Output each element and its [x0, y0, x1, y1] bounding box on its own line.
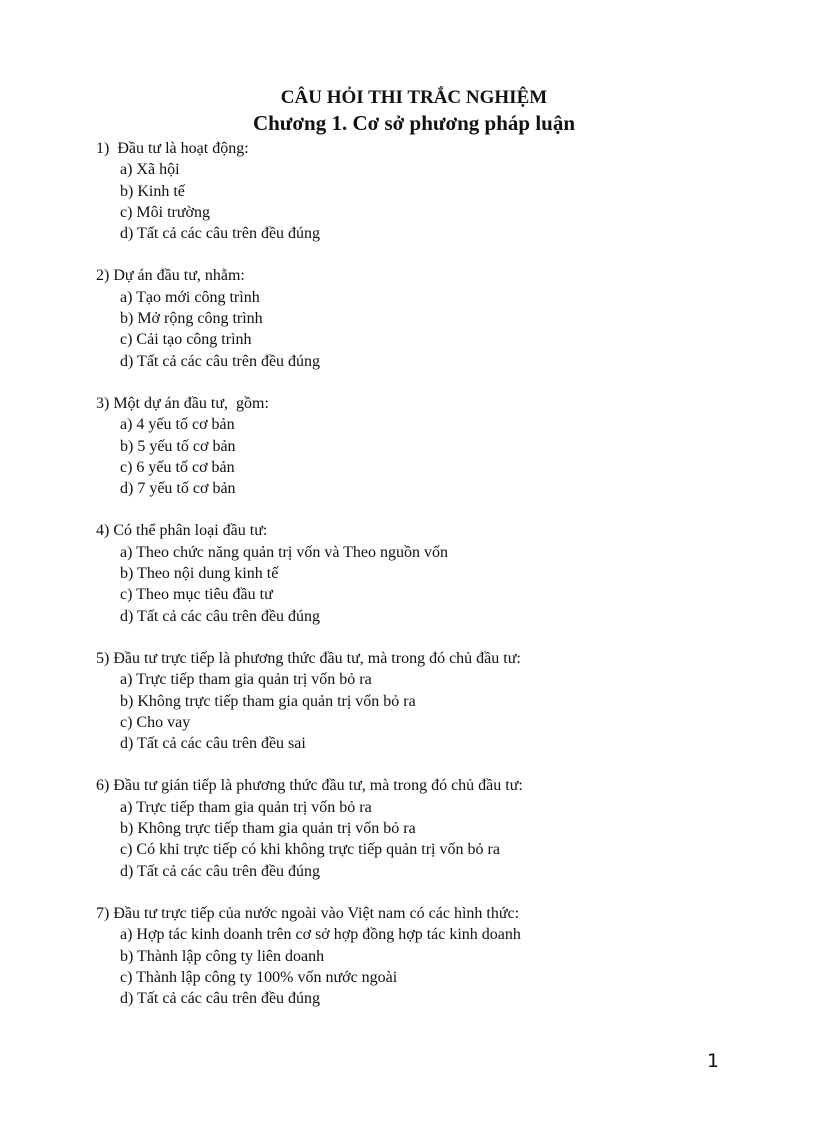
answer-options — [96, 414, 776, 499]
answer-option-a: a) Trực tiếp tham gia quản trị vốn bỏ ra — [120, 671, 372, 689]
page-number: 1 — [707, 1050, 720, 1072]
answer-option-c: c) Cải tạo công trình — [120, 331, 252, 349]
answer-options — [96, 797, 776, 882]
question-text: 3) Một dự án đầu tư, gồm: — [96, 394, 269, 412]
answer-option-a: a) Tạo mới công trình — [120, 288, 260, 306]
answer-option-c: c) Theo mục tiêu đầu tư — [120, 586, 273, 604]
answer-options — [96, 159, 776, 244]
answer-option-d: d) 7 yếu tố cơ bản — [120, 480, 236, 498]
answer-options — [96, 924, 776, 1009]
answer-options — [96, 669, 776, 754]
answer-options — [96, 542, 776, 627]
question-5 — [96, 648, 776, 754]
question-list — [96, 138, 776, 1030]
answer-option-d: d) Tất cả các câu trên đều đúng — [120, 352, 321, 370]
question-6 — [96, 775, 776, 881]
answer-option-c: c) Thành lập công ty 100% vốn nước ngoài — [120, 968, 398, 986]
answer-option-a: a) Trực tiếp tham gia quản trị vốn bỏ ra — [120, 798, 372, 816]
question-text: 5) Đầu tư trực tiếp là phương thức đầu tư, mà trong đó chủ đầu tư: — [96, 649, 521, 667]
question-text: 6) Đầu tư gián tiếp là phương thức đầu tư, mà trong đó chủ đầu tư: — [96, 777, 523, 795]
answer-option-b: b) Thành lập công ty liên doanh — [120, 947, 325, 965]
answer-option-c: c) 6 yếu tố cơ bản — [120, 458, 235, 476]
question-text: 7) Đầu tư trực tiếp của nước ngoài vào Việt nam có các hình thức: — [96, 904, 520, 922]
answer-option-c: c) Có khi trực tiếp có khi không trực tiếp quản trị vốn bỏ ra — [120, 841, 500, 859]
answer-option-b: b) Không trực tiếp tham gia quản trị vốn bỏ ra — [120, 692, 416, 710]
answer-option-d: d) Tất cả các câu trên đều đúng — [120, 862, 321, 880]
answer-option-d: d) Tất cả các câu trên đều sai — [120, 735, 306, 753]
question-text: 1) Đầu tư là hoạt động: — [96, 140, 249, 157]
answer-option-a: a) Xã hội — [120, 161, 180, 179]
document-header — [0, 86, 816, 136]
answer-option-b: b) Mở rộng công trình — [120, 310, 263, 328]
answer-option-c: c) Môi trường — [120, 203, 211, 221]
question-3 — [96, 393, 776, 499]
question-1 — [96, 138, 776, 244]
question-4 — [96, 520, 776, 626]
answer-options — [96, 287, 776, 372]
answer-option-b: b) 5 yếu tố cơ bản — [120, 437, 236, 455]
answer-option-d: d) Tất cả các câu trên đều đúng — [120, 607, 321, 625]
chapter-title: Chương 1. Cơ sở phương pháp luận — [252, 111, 576, 135]
question-text: 2) Dự án đầu tư, nhằm: — [96, 267, 245, 285]
answer-option-b: b) Theo nội dung kinh tế — [120, 565, 279, 583]
answer-option-b: b) Kinh tế — [120, 182, 185, 200]
answer-option-a: a) 4 yếu tố cơ bản — [120, 416, 235, 434]
answer-option-a: a) Hợp tác kinh doanh trên cơ sở hợp đồng hợp tác kinh doanh — [120, 926, 521, 944]
answer-option-d: d) Tất cả các câu trên đều đúng — [120, 990, 321, 1008]
document-title: CÂU HỎI THI TRẮC NGHIỆM — [280, 87, 548, 108]
answer-option-d: d) Tất cả các câu trên đều đúng — [120, 225, 321, 243]
answer-option-b: b) Không trực tiếp tham gia quản trị vốn bỏ ra — [120, 820, 416, 838]
question-7 — [96, 903, 776, 1009]
question-2 — [96, 265, 776, 371]
question-text: 4) Có thể phân loại đầu tư: — [96, 522, 268, 540]
answer-option-a: a) Theo chức năng quản trị vốn và Theo nguồn vốn — [120, 543, 448, 561]
answer-option-c: c) Cho vay — [120, 713, 191, 731]
